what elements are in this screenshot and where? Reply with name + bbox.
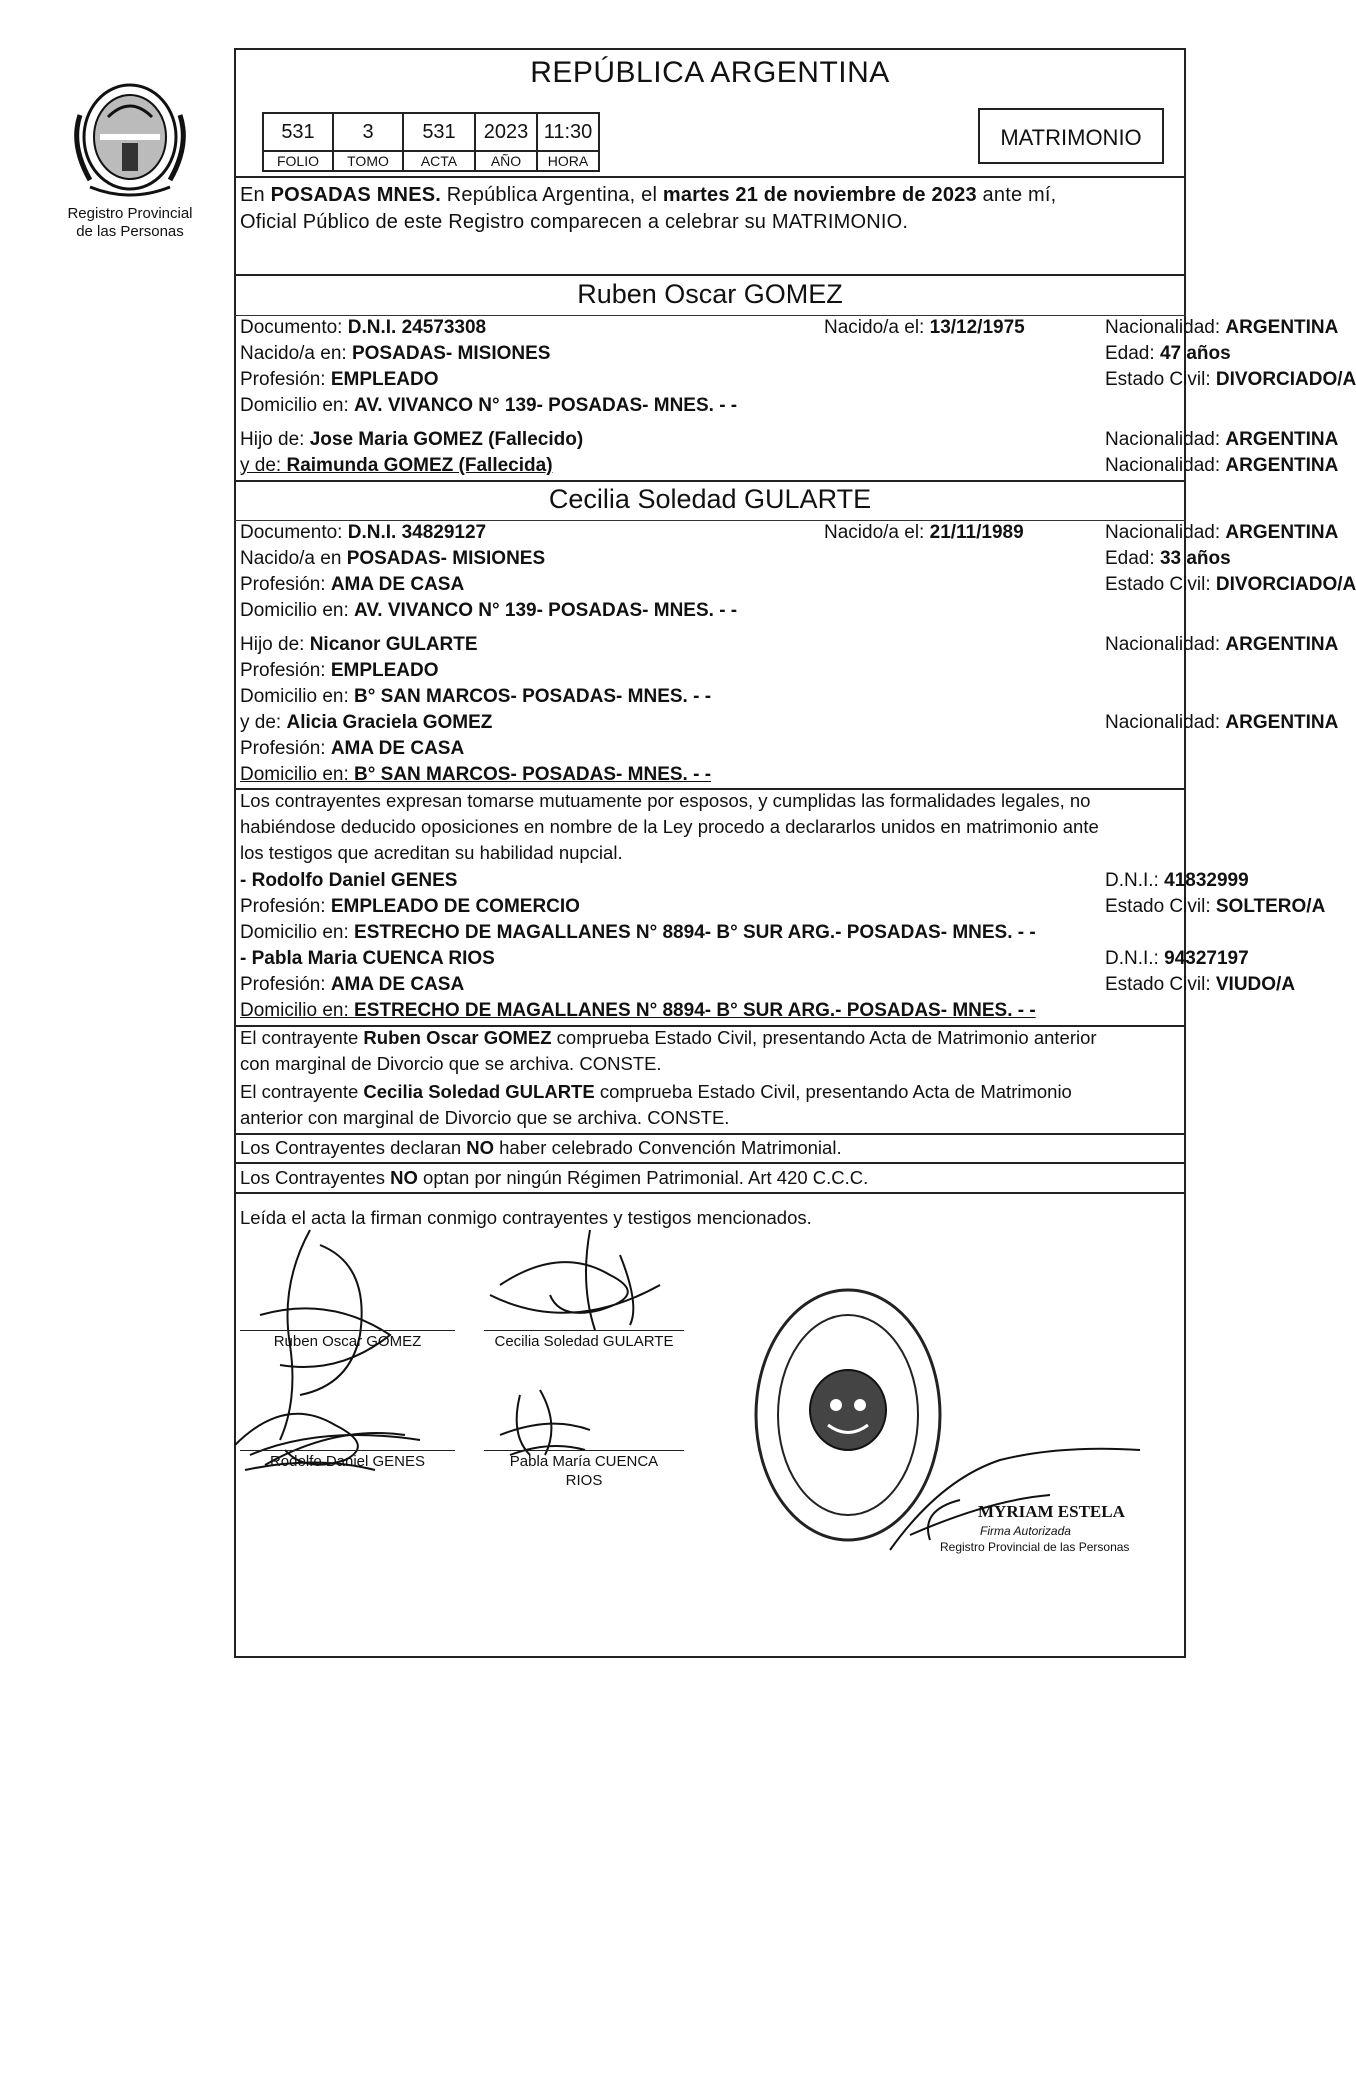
folio-value: 531 [263,113,333,151]
c1-doc: Documento: D.N.I. 24573308 [240,317,487,338]
witness1-prof: Profesión: EMPLEADO DE COMERCIO [240,896,580,917]
c1-age: Edad: 47 años [1105,343,1231,364]
note1-line-1: El contrayente Ruben Oscar GOMEZ comprueba Estado Civil, presentando Acta de Matrimonio anterior [240,1027,1097,1048]
signature-3-caption: Rodolfo Daniel GENES [269,1453,426,1470]
logo-caption [40,205,220,241]
intro-place: POSADAS MNES. [270,184,442,206]
c2-doc: Documento: D.N.I. 34829127 [240,522,487,543]
signature-1-caption: Ruben Oscar GOMEZ [273,1333,422,1350]
intro-text-2: República Argentina, el [441,184,663,206]
witness1-row-name [240,868,1249,894]
c1-father: Hijo de: Jose Maria GOMEZ (Fallecido) [240,429,584,450]
witness2-row-name [240,946,1249,972]
acta-label: ACTA [403,151,475,171]
c2-dom: Domicilio en: AV. VIVANCO N° 139- POSADAS- MNES. - - [240,600,738,621]
witness1-civil: Estado Civil: SOLTERO/A [1105,896,1326,917]
c2-row-father [240,632,1339,658]
signature-4-caption: Pabla María CUENCA RIOS [509,1453,659,1489]
witness2-row-prof [240,972,1296,998]
c2-birthplace: Nacido/a en POSADAS- MISIONES [240,548,546,569]
intro-line-1 [240,182,1056,208]
witness2-dni: D.N.I.: 94327197 [1105,948,1249,969]
c1-nat: Nacionalidad: ARGENTINA [1105,317,1339,338]
declaration-line-2: habiéndose deducido oposiciones en nombre de la Ley procedo a declararlos unidos en matrimonio ante [240,816,1099,837]
c1-row-prof [240,367,1356,393]
witness1-row-prof [240,894,1326,920]
folio-label: FOLIO [263,151,333,171]
c2-nat: Nacionalidad: ARGENTINA [1105,522,1339,543]
c2-mother: y de: Alicia Graciela GOMEZ [240,712,493,733]
officer-name: MYRIAM ESTELA [978,1502,1125,1521]
c1-mother: y de: Raimunda GOMEZ (Fallecida) [240,455,553,476]
c2-row-mother [240,710,1339,736]
c2-mother-prof: Profesión: AMA DE CASA [240,738,465,759]
c2-mother-nat: Nacionalidad: ARGENTINA [1105,712,1339,733]
signature-2-caption: Cecilia Soledad GULARTE [494,1333,674,1350]
intro-text-1: En [240,184,271,206]
regime-note: Los Contrayentes NO optan por ningún Régimen Patrimonial. Art 420 C.C.C. [240,1167,869,1188]
c2-row-doc [240,520,1339,546]
tomo-value: 3 [333,113,403,151]
c2-father-dom: Domicilio en: B° SAN MARCOS- POSADAS- MNES. - - [240,686,712,707]
intro-line-2: Oficial Público de este Registro comparecen a celebrar su MATRIMONIO. [240,211,909,233]
c2-father: Hijo de: Nicanor GULARTE [240,634,478,655]
intro-date: martes 21 de noviembre de 2023 [662,184,977,206]
c2-father-prof: Profesión: EMPLEADO [240,660,439,681]
c1-row-doc [240,315,1339,341]
hora-value: 11:30 [537,113,599,151]
witness2-name: - Pabla Maria CUENCA RIOS [240,948,495,969]
closing-text: Leída el acta la firman conmigo contrayentes y testigos mencionados. [240,1207,812,1228]
note1-line-2: con marginal de Divorcio que se archiva. CONSTE. [240,1053,662,1074]
witness1-name: - Rodolfo Daniel GENES [240,870,458,891]
witness1-dni: D.N.I.: 41832999 [1105,870,1249,891]
c2-row-birthplace [240,546,1231,572]
c2-age: Edad: 33 años [1105,548,1231,569]
contrayente2-name: Cecilia Soledad GULARTE [548,484,872,514]
act-type-box: MATRIMONIO [978,108,1164,164]
witness2-civil: Estado Civil: VIUDO/A [1105,974,1296,995]
tomo-label: TOMO [333,151,403,171]
c1-dom: Domicilio en: AV. VIVANCO N° 139- POSADAS- MNES. - - [240,395,738,416]
c1-row-mother [240,453,1339,479]
contrayente1-name: Ruben Oscar GOMEZ [577,279,843,309]
officer-line-2: Registro Provincial de las Personas [940,1540,1130,1554]
c1-mother-nat: Nacionalidad: ARGENTINA [1105,455,1339,476]
c2-row-prof [240,572,1356,598]
c2-civil: Estado Civil: DIVORCIADO/A [1105,574,1356,595]
witness1-dom: Domicilio en: ESTRECHO DE MAGALLANES N° 8894- B° SUR ARG.- POSADAS- MNES. - - [240,922,1036,943]
anio-label: AÑO [475,151,537,171]
c1-civil: Estado Civil: DIVORCIADO/A [1105,369,1356,390]
declaration-line-1: Los contrayentes expresan tomarse mutuamente por esposos, y cumplidas las formalidades legales, no [240,790,1091,811]
witness2-dom: Domicilio en: ESTRECHO DE MAGALLANES N° 8894- B° SUR ARG.- POSADAS- MNES. - - [240,1000,1036,1021]
hora-label: HORA [537,151,599,171]
c1-father-nat: Nacionalidad: ARGENTINA [1105,429,1339,450]
registry-table [262,112,600,172]
c2-prof: Profesión: AMA DE CASA [240,574,465,595]
c1-row-father [240,427,1339,453]
c2-father-nat: Nacionalidad: ARGENTINA [1105,634,1339,655]
logo-caption-line1: Registro Provincial [67,205,193,222]
note2-line-2: anterior con marginal de Divorcio que se archiva. CONSTE. [240,1107,730,1128]
c1-prof: Profesión: EMPLEADO [240,369,439,390]
document-title: REPÚBLICA ARGENTINA [530,56,890,89]
c2-mother-dom: Domicilio en: B° SAN MARCOS- POSADAS- MNES. - - [240,764,712,785]
c1-row-birthplace [240,341,1231,367]
declaration-line-3: los testigos que acreditan su habilidad nupcial. [240,842,623,863]
convention-note: Los Contrayentes declaran NO haber celebrado Convención Matrimonial. [240,1137,842,1158]
signature-2-scribble-icon [480,1225,680,1335]
anio-value: 2023 [475,113,537,151]
note2-line-1: El contrayente Cecilia Soledad GULARTE comprueba Estado Civil, presentando Acta de Matrimonio [240,1081,1072,1102]
intro-text-3: ante mí, [976,184,1057,206]
witness2-prof: Profesión: AMA DE CASA [240,974,465,995]
logo-caption-line2: de las Personas [76,223,184,240]
c1-born: Nacido/a el: 13/12/1975 [824,317,1025,338]
c1-birthplace: Nacido/a en: POSADAS- MISIONES [240,343,551,364]
acta-value: 531 [403,113,475,151]
c2-born: Nacido/a el: 21/11/1989 [824,522,1024,543]
officer-line-1: Firma Autorizada [980,1524,1071,1538]
